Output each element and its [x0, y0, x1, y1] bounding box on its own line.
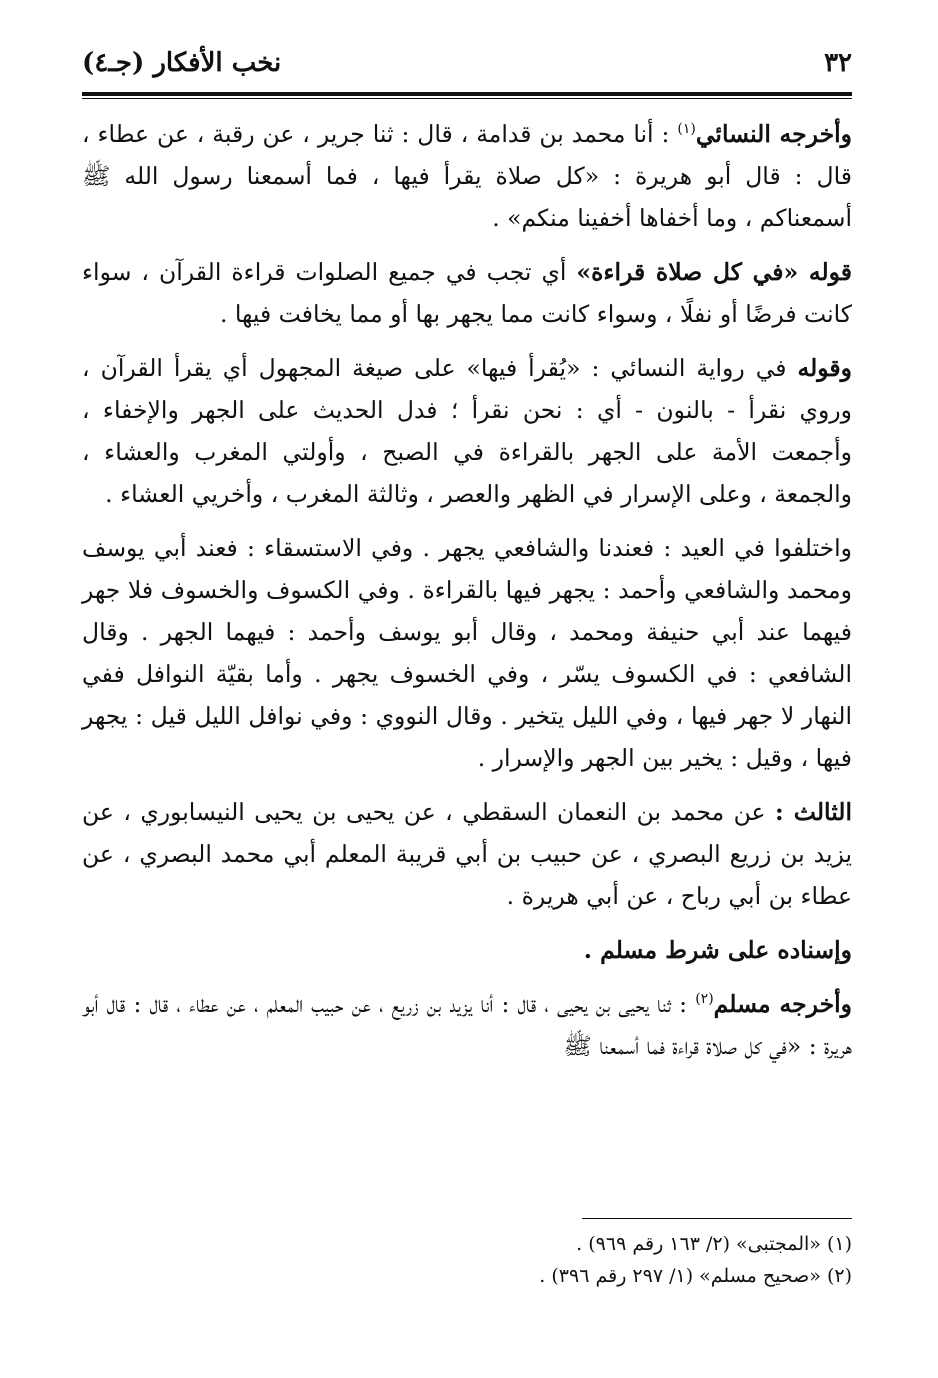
header-rule	[82, 92, 852, 96]
footnote-ref: (١)	[677, 121, 696, 138]
paragraph-lead: وأخرجه النسائي	[695, 120, 852, 148]
footnote-separator	[582, 1218, 852, 1219]
main-text	[82, 113, 852, 1067]
document-page	[82, 40, 852, 1360]
paragraph-lead: وقوله	[797, 354, 852, 382]
paragraph-text: أي تجب في جميع الصلوات قراءة القرآن ، سواء كانت فرضًا أو نفلًا ، وسواء كانت مما يجهر بها أو مما يخافت فيها .	[82, 258, 852, 328]
isnad-heading: وإسناده على شرط مسلم .	[583, 936, 852, 964]
page-number: ٣٢	[824, 48, 852, 78]
paragraph-text: في رواية النسائي : «يُقرأ فيها» على صيغة المجهول أي يقرأ القرآن ، وروي نقرأ - بالنون - أي : نحن نقرأ ؛ فدل الحديث على الجهر والإخفاء ، وأجمعت الأمة على الجهر بالقراءة في الصبح ، وأولتي المغرب والعشاء ، والجمعة ، وعلى الإسرار في الظهر والعصر ، وثالثة المغرب ، وأخريي العشاء .	[82, 354, 852, 508]
footnote-2: (٢) «صحيح مسلم» (١/ ٢٩٧ رقم ٣٩٦) .	[539, 1265, 852, 1287]
footnote-1: (١) «المجتبى» (٢/ ١٦٣ رقم ٩٦٩) .	[576, 1233, 852, 1255]
paragraph-lead: الثالث :	[774, 798, 852, 826]
paragraph-text: : أنا محمد بن قدامة ، قال : ثنا جرير ، عن رقبة ، عن عطاء ، قال : قال أبو هريرة : «كل صلاة يقرأ فيها ، فما أسمعنا رسول الله ﷺ أسمعناكم ، وما أخفاها أخفينا منكم» .	[82, 120, 852, 232]
paragraph-4	[82, 527, 852, 779]
paragraph-text: : ثنا يحيى بن يحيى ، قال : أنا يزيد بن زريع ، عن حبيب المعلم ، عن عطاء ، قال : قال أبو هريرة : «في كل صلاة قراءة فما أسمعنا ﷺ	[82, 990, 852, 1060]
paragraph-1	[82, 113, 852, 239]
paragraph-lead: وأخرجه مسلم	[713, 990, 852, 1018]
paragraph-3	[82, 347, 852, 515]
paragraph-text: عن محمد بن النعمان السقطي ، عن يحيى بن يحيى النيسابوري ، عن يزيد بن زريع البصري ، عن حبيب بن أبي قريبة المعلم أبي محمد البصري ، عن عطاء بن أبي رباح ، عن أبي هريرة .	[82, 798, 852, 910]
paragraph-2	[82, 251, 852, 335]
paragraph-text: واختلفوا في العيد : فعندنا والشافعي يجهر . وفي الاستسقاء : فعند أبي يوسف ومحمد والشافعي وأحمد : يجهر فيها بالقراءة . وفي الكسوف والخسوف فلا جهر فيهما عند أبي حنيفة ومحمد ، وقال أبو يوسف وأحمد : فيهما الجهر . وقال الشافعي : في الكسوف يسّر ، وفي الخسوف يجهر . وأما بقيّة النوافل ففي النهار لا جهر فيها ، وفي الليل يتخير . وقال النووي : وفي نوافل الليل قيل : يجهر فيها ، وقيل : يخير بين الجهر والإسرار .	[82, 534, 852, 772]
header-rule-thin	[82, 98, 852, 99]
footnotes	[82, 1228, 852, 1292]
paragraph-5	[82, 791, 852, 917]
paragraph-6	[82, 983, 852, 1067]
paragraph-lead: قوله «في كل صلاة قراءة»	[576, 258, 852, 286]
page-header	[82, 40, 852, 86]
footnote-ref: (٢)	[695, 991, 714, 1008]
book-title: نخب الأفكار (جـ٤)	[82, 48, 282, 78]
